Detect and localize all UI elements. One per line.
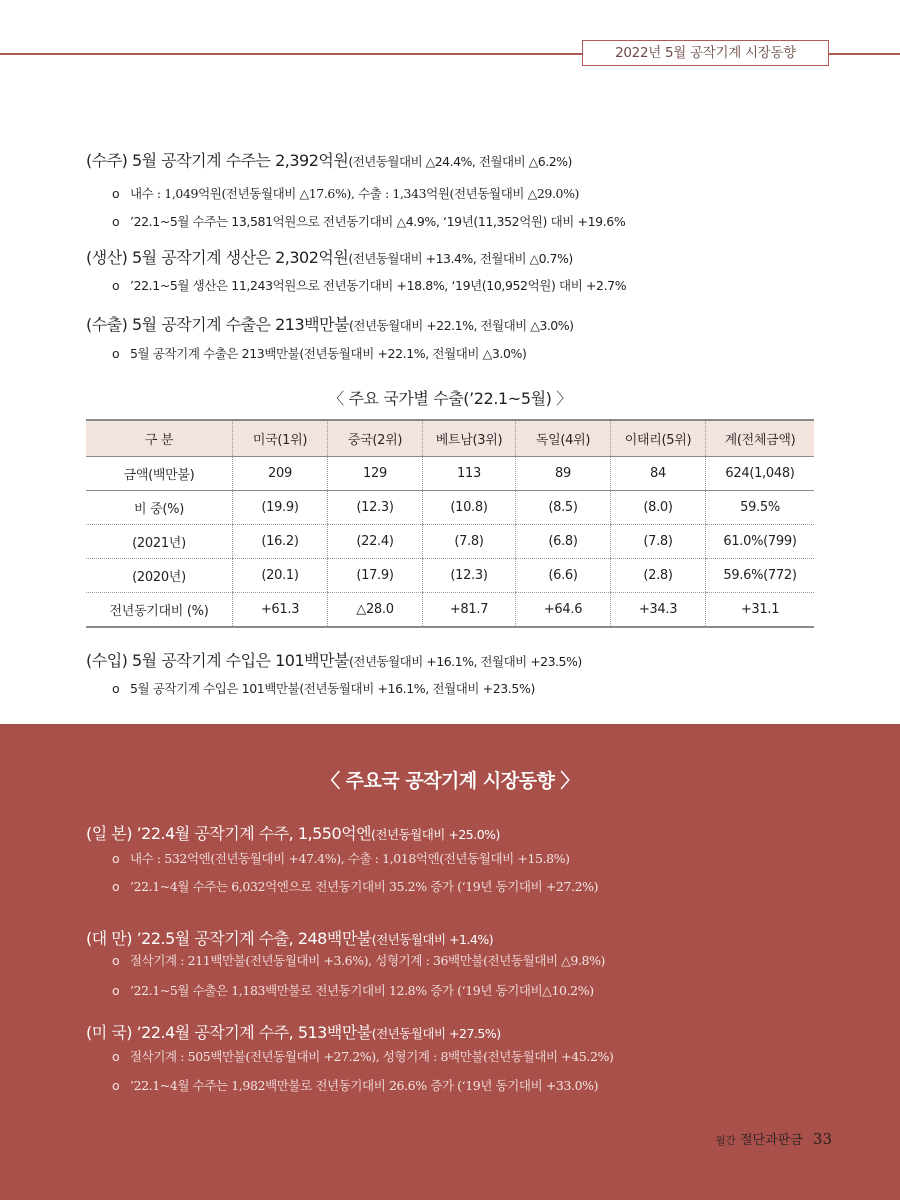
table-cell: (6.8)	[516, 525, 611, 559]
list-item: o 절삭기계 : 505백만불(전년동월대비 +27.2%), 성형기계 : 8백만불(전년동월대비 +45.2%)	[112, 1049, 614, 1064]
section-label: (생산)	[86, 248, 128, 267]
table-header-cell: 미국(1위)	[233, 420, 328, 457]
table-cell: 금액(백만불)	[86, 457, 233, 491]
table-cell: (7.8)	[423, 525, 516, 559]
section-label: (수출)	[86, 315, 128, 334]
table-cell: 59.5%	[706, 491, 815, 525]
header-rule-left	[0, 53, 582, 55]
page-footer	[716, 1129, 832, 1148]
usa-heading	[86, 1020, 501, 1043]
list-item: o 5월 공작기계 수출은 213백만불(전년동월대비 +22.1%, 전월대비 △3.0%)	[112, 346, 527, 361]
table-cell: 624(1,048)	[706, 457, 815, 491]
list-item: o ’22.1~4월 수주는 1,982백만불로 전년동기대비 26.6% 증가 (‘19년 동기대비 +33.0%)	[112, 1078, 599, 1093]
table-cell: 59.6%(772)	[706, 559, 815, 593]
header-rule-right	[829, 53, 900, 55]
table-cell: (8.5)	[516, 491, 611, 525]
table-header-cell: 이태리(5위)	[611, 420, 706, 457]
table-row	[86, 593, 814, 628]
section-label: (수입)	[86, 651, 128, 670]
table-row	[86, 491, 814, 525]
table-cell: (17.9)	[328, 559, 423, 593]
section-detail: (전년동월대비 +22.1%, 전월대비 △3.0%)	[349, 318, 574, 333]
table-cell: 129	[328, 457, 423, 491]
section-detail: (전년동월대비 △24.4%, 전월대비 △6.2%)	[348, 154, 572, 169]
production-heading	[86, 245, 573, 268]
section-detail: (전년동월대비 +13.4%, 전월대비 △0.7%)	[348, 251, 573, 266]
section-detail: (전년동월대비 +27.5%)	[371, 1026, 501, 1041]
taiwan-heading	[86, 926, 493, 949]
section-headline: ’22.4월 공작기계 수주, 1,550억엔	[136, 824, 372, 843]
list-item: o ’22.1~5월 수출은 1,183백만불로 전년동기대비 12.8% 증가 (‘19년 동기대비△10.2%)	[112, 983, 594, 998]
export-table	[86, 419, 814, 628]
table-cell: (12.3)	[328, 491, 423, 525]
table-cell: +64.6	[516, 593, 611, 628]
table-row	[86, 525, 814, 559]
exports-heading	[86, 312, 573, 335]
magazine-name: 절단과판금	[739, 1133, 803, 1148]
table-header-cell: 독일(4위)	[516, 420, 611, 457]
table-cell: 전년동기대비 (%)	[109, 604, 209, 619]
table-cell: 209	[233, 457, 328, 491]
section-headline: ’22.5월 공작기계 수출, 248백만불	[136, 929, 372, 948]
table-row	[86, 559, 814, 593]
table-header-row	[86, 420, 814, 457]
section-headline: 5월 공작기계 수입은 101백만불	[132, 651, 349, 670]
list-item: o 5월 공작기계 수입은 101백만불(전년동월대비 +16.1%, 전월대비 +23.5%)	[112, 681, 535, 696]
table-cell: (8.0)	[611, 491, 706, 525]
table-header-cell: 구 분	[86, 420, 233, 457]
running-header: 2022년 5월 공작기계 시장동향	[582, 40, 829, 66]
table-row	[86, 457, 814, 491]
table-cell: (16.2)	[233, 525, 328, 559]
section-headline: 5월 공작기계 수주는 2,392억원	[132, 151, 349, 170]
table-cell: 61.0%(799)	[706, 525, 815, 559]
table-header-cell: 계(전체금액)	[706, 420, 815, 457]
list-item: o ’22.1~5월 수주는 13,581억원으로 전년동기대비 △4.9%, ‘19년(11,352억원) 대비 +19.6%	[112, 214, 626, 229]
page-number: 33	[812, 1130, 832, 1148]
table-cell: (22.4)	[328, 525, 423, 559]
table-cell: 113	[423, 457, 516, 491]
list-item: o ’22.1~4월 수주는 6,032억엔으로 전년동기대비 35.2% 증가 (‘19년 동기대비 +27.2%)	[112, 879, 599, 894]
section-label: (일 본)	[86, 824, 132, 843]
table-cell: (20.1)	[233, 559, 328, 593]
magazine-prefix: 월간	[715, 1135, 736, 1147]
japan-heading	[86, 821, 500, 844]
table-cell: (12.3)	[423, 559, 516, 593]
list-item: o ’22.1~5월 생산은 11,243억원으로 전년동기대비 +18.8%, ‘19년(10,952억원) 대비 +2.7%	[112, 278, 627, 293]
table-cell: (6.6)	[516, 559, 611, 593]
table-cell: (2020년)	[86, 559, 233, 593]
section-detail: (전년동월대비 +1.4%)	[371, 932, 494, 947]
section-detail: (전년동월대비 +25.0%)	[371, 827, 500, 842]
table-cell: +81.7	[423, 593, 516, 628]
table-cell: +31.1	[706, 593, 815, 628]
section-label: (대 만)	[86, 929, 132, 948]
table-cell: 비 중(%)	[86, 491, 233, 525]
section-label: (미 국)	[86, 1023, 132, 1042]
section-detail: (전년동월대비 +16.1%, 전월대비 +23.5%)	[349, 654, 582, 669]
panel-title: 〈 주요국 공작기계 시장동향 〉	[321, 770, 579, 792]
table-header-cell: 베트남(3위)	[423, 420, 516, 457]
table-cell: +34.3	[611, 593, 706, 628]
orders-heading	[86, 148, 572, 171]
section-headline: 5월 공작기계 생산은 2,302억원	[132, 248, 349, 267]
list-item: o 내수 : 1,049억원(전년동월대비 △17.6%), 수출 : 1,343억원(전년동월대비 △29.0%)	[112, 186, 580, 201]
table-cell: (7.8)	[611, 525, 706, 559]
table-header-cell: 중국(2위)	[328, 420, 423, 457]
list-item: o 내수 : 532억엔(전년동월대비 +47.4%), 수출 : 1,018억엔(전년동월대비 +15.8%)	[112, 851, 570, 866]
table-cell: (2.8)	[611, 559, 706, 593]
table-cell: (2021년)	[86, 525, 233, 559]
table-cell: (10.8)	[423, 491, 516, 525]
table-cell: +61.3	[233, 593, 328, 628]
list-item: o 절삭기계 : 211백만불(전년동월대비 +3.6%), 성형기계 : 36백만불(전년동월대비 △9.8%)	[112, 953, 606, 968]
table-cell: 89	[516, 457, 611, 491]
section-label: (수주)	[86, 151, 128, 170]
table-cell: (19.9)	[233, 491, 328, 525]
table-title: 〈 주요 국가별 수출(’22.1~5월) 〉	[328, 389, 572, 408]
section-headline: ’22.4월 공작기계 수주, 513백만불	[136, 1023, 372, 1042]
table-cell: △28.0	[328, 593, 423, 628]
imports-heading	[86, 648, 582, 671]
table-cell: 84	[611, 457, 706, 491]
section-headline: 5월 공작기계 수출은 213백만불	[132, 315, 349, 334]
